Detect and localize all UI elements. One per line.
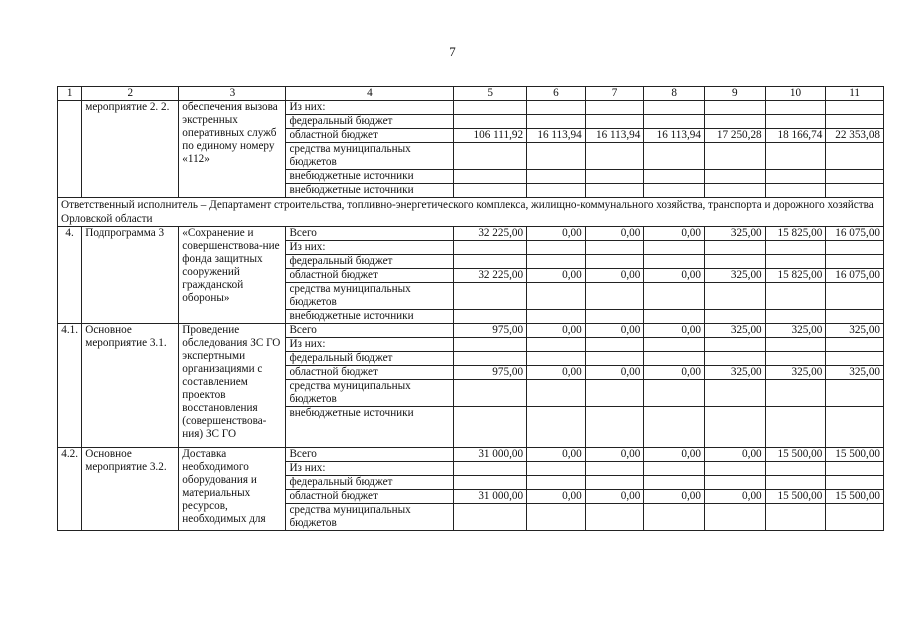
value-cell: 0,00 <box>704 448 765 462</box>
value-cell: 325,00 <box>765 324 826 338</box>
value-cell: 16 075,00 <box>826 227 884 241</box>
source-label: Всего <box>286 448 454 462</box>
budget-table <box>57 86 884 531</box>
source-label: средства муниципальных бюджетов <box>286 283 454 310</box>
row-number-cell <box>58 101 82 198</box>
value-cell: 0,00 <box>585 366 644 380</box>
source-label: федеральный бюджет <box>286 115 454 129</box>
activity-name-cell: обеспечения вызова экстренных оперативных служб по единому номеру «112» <box>179 101 286 198</box>
source-label: внебюджетные источники <box>286 310 454 324</box>
activity-type-cell: Основное мероприятие 3.2. <box>82 448 179 531</box>
value-cell: 325,00 <box>826 366 884 380</box>
responsible-executor: Ответственный исполнитель – Департамент строительства, топливно-энергетического комплекса, жилищно-коммунального хозяйства, транспорта и дорожного хозяйства Орловской области <box>58 198 884 227</box>
source-label: федеральный бюджет <box>286 255 454 269</box>
value-cell: 325,00 <box>704 366 765 380</box>
source-label: Из них: <box>286 241 454 255</box>
header-cell: 4 <box>286 87 454 101</box>
activity-name-cell: Доставка необходимого оборудования и материальных ресурсов, необходимых для <box>179 448 286 531</box>
source-label: Из них: <box>286 338 454 352</box>
value-cell: 0,00 <box>527 448 586 462</box>
value-cell: 16 113,94 <box>585 129 644 143</box>
table-row <box>58 324 884 338</box>
value-cell: 15 500,00 <box>826 448 884 462</box>
value-cell: 0,00 <box>585 269 644 283</box>
value-cell: 0,00 <box>644 490 705 504</box>
value-cell: 18 166,74 <box>765 129 826 143</box>
value-cell: 0,00 <box>585 227 644 241</box>
table-row <box>58 448 884 462</box>
source-label: областной бюджет <box>286 269 454 283</box>
value-cell: 325,00 <box>704 269 765 283</box>
source-label: федеральный бюджет <box>286 476 454 490</box>
source-label: областной бюджет <box>286 366 454 380</box>
value-cell: 106 111,92 <box>454 129 527 143</box>
value-cell: 32 225,00 <box>454 227 527 241</box>
value-cell: 0,00 <box>644 324 705 338</box>
header-cell: 11 <box>826 87 884 101</box>
page-number: 7 <box>449 44 456 59</box>
value-cell: 16 113,94 <box>527 129 586 143</box>
row-number-cell: 4. <box>58 227 82 324</box>
header-cell: 7 <box>585 87 644 101</box>
source-label: средства муниципальных бюджетов <box>286 380 454 407</box>
header-cell: 2 <box>82 87 179 101</box>
source-label: средства муниципальных бюджетов <box>286 143 454 170</box>
table-row <box>58 101 884 115</box>
source-label: областной бюджет <box>286 490 454 504</box>
value-cell: 15 825,00 <box>765 269 826 283</box>
value-cell: 17 250,28 <box>704 129 765 143</box>
activity-type-cell: Подпрограмма 3 <box>82 227 179 324</box>
value-cell: 15 825,00 <box>765 227 826 241</box>
value-cell: 0,00 <box>527 269 586 283</box>
value-cell: 325,00 <box>704 227 765 241</box>
value-cell: 0,00 <box>644 366 705 380</box>
header-cell: 6 <box>527 87 586 101</box>
responsible-row <box>58 198 884 227</box>
value-cell: 0,00 <box>644 227 705 241</box>
source-label: Из них: <box>286 101 454 115</box>
source-label: Из них: <box>286 462 454 476</box>
value-cell: 325,00 <box>765 366 826 380</box>
header-cell: 9 <box>704 87 765 101</box>
value-cell: 0,00 <box>644 448 705 462</box>
value-cell: 15 500,00 <box>765 490 826 504</box>
source-label: средства муниципальных бюджетов <box>286 504 454 531</box>
value-cell: 0,00 <box>585 490 644 504</box>
source-label: Всего <box>286 227 454 241</box>
value-cell: 0,00 <box>585 448 644 462</box>
value-cell: 16 113,94 <box>644 129 705 143</box>
value-cell: 0,00 <box>704 490 765 504</box>
value-cell: 325,00 <box>704 324 765 338</box>
value-cell: 31 000,00 <box>454 490 527 504</box>
value-cell: 325,00 <box>826 324 884 338</box>
header-cell: 1 <box>58 87 82 101</box>
value-cell: 32 225,00 <box>454 269 527 283</box>
value-cell: 0,00 <box>644 269 705 283</box>
header-row <box>58 87 884 101</box>
value-cell: 0,00 <box>527 227 586 241</box>
source-label: Всего <box>286 324 454 338</box>
header-cell: 3 <box>179 87 286 101</box>
activity-type-cell: Основное мероприятие 3.1. <box>82 324 179 448</box>
value-cell: 0,00 <box>527 490 586 504</box>
row-number-cell: 4.2. <box>58 448 82 531</box>
header-cell: 10 <box>765 87 826 101</box>
value-cell: 15 500,00 <box>826 490 884 504</box>
source-label: федеральный бюджет <box>286 352 454 366</box>
header-cell: 8 <box>644 87 705 101</box>
value-cell: 975,00 <box>454 324 527 338</box>
row-number-cell: 4.1. <box>58 324 82 448</box>
source-label: областной бюджет <box>286 129 454 143</box>
activity-type-cell: мероприятие 2. 2. <box>82 101 179 198</box>
source-label: внебюджетные источники <box>286 407 454 448</box>
value-cell: 0,00 <box>585 324 644 338</box>
activity-name-cell: Проведение обследования ЗС ГО экспертными организациями с составлением проектов восстановления (совершенствова-ния) ЗС ГО <box>179 324 286 448</box>
source-label: внебюджетные источники <box>286 184 454 198</box>
value-cell: 0,00 <box>527 366 586 380</box>
value-cell: 975,00 <box>454 366 527 380</box>
activity-name-cell: «Сохранение и совершенствова-ние фонда защитных сооружений гражданской обороны» <box>179 227 286 324</box>
source-label: внебюджетные источники <box>286 170 454 184</box>
value-cell: 15 500,00 <box>765 448 826 462</box>
value-cell: 0,00 <box>527 324 586 338</box>
value-cell: 31 000,00 <box>454 448 527 462</box>
value-cell: 22 353,08 <box>826 129 884 143</box>
header-cell: 5 <box>454 87 527 101</box>
table-row <box>58 227 884 241</box>
value-cell: 16 075,00 <box>826 269 884 283</box>
